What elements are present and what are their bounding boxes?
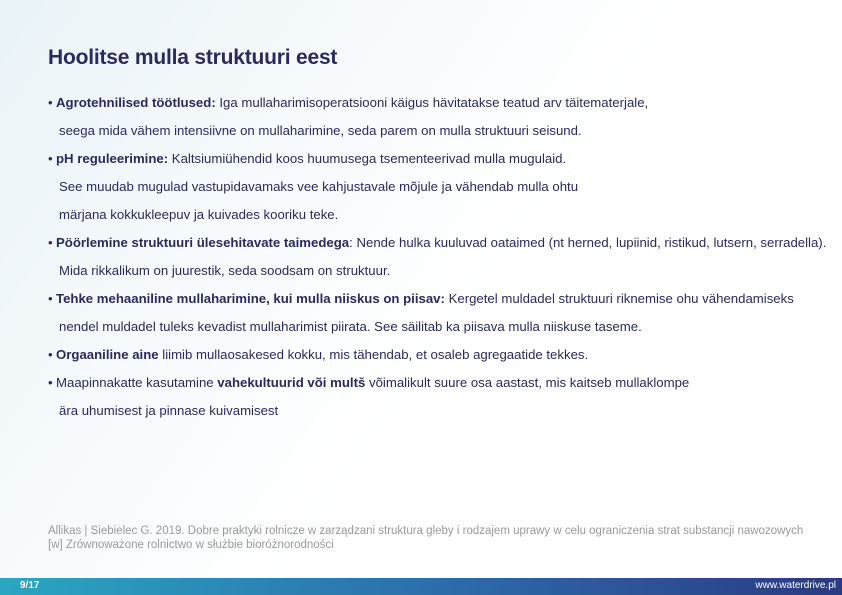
bullet-bold-text: Agrotehnilised töötlused: (56, 95, 216, 110)
page-number: 9/17 (20, 580, 40, 591)
list-item-continuation: ära uhumisest ja pinnase kuivamisest (59, 403, 279, 418)
list-item-continuation: See muudab mugulad vastupidavamaks vee kahjustavale mõjule ja vähendab mulla ohtu (59, 179, 579, 194)
list-item-continuation: nendel muldadel tuleks kevadist mullaharimist piirata. See säilitab ka piisava mulla niiskuse taseme. (59, 319, 642, 334)
bullet-list (48, 94, 842, 430)
bullet-bold-text: vahekultuurid või multš (217, 375, 366, 390)
list-item (48, 94, 842, 122)
list-item-continuation: Mida rikkalikum on juurestik, seda soodsam on struktuur. (59, 263, 391, 278)
footer-bar (0, 578, 842, 595)
bullet-text: liimib mullaosakesed kokku, mis tähendab, et osaleb agregaatide tekkes. (158, 347, 589, 362)
bullet-mark: • (48, 235, 53, 250)
list-item (48, 290, 842, 318)
bullet-bold-text: Pöörlemine struktuuri ülesehitavate taimedega (56, 235, 350, 250)
list-item-continuation: seega mida vähem intensiivne on mullaharimine, seda parem on mulla struktuuri seisund. (59, 123, 582, 138)
list-item (48, 346, 842, 374)
list-item-continuation: märjana kokkukleepuv ja kuivades kooriku teke. (59, 207, 339, 222)
slide-title: Hoolitse mulla struktuuri eest (48, 46, 338, 69)
list-item (48, 374, 842, 402)
list-item (48, 150, 842, 178)
bullet-text: Iga mullaharimisoperatsiooni käigus hävitatakse teatud arv täitematerjale, (215, 95, 649, 110)
bullet-mark: • (48, 95, 53, 110)
bullet-mark: • (48, 347, 53, 362)
list-item (48, 234, 842, 262)
website-link[interactable]: www.waterdrive.pl (755, 580, 836, 591)
bullet-text: Kergetel muldadel struktuuri riknemise ohu vähendamiseks (444, 291, 794, 306)
bullet-text: võimalikult suure osa aastast, mis kaitseb mullaklompe (365, 375, 690, 390)
bullet-mark: • (48, 291, 53, 306)
bullet-mark: • (48, 151, 53, 166)
bullet-prefix-text: Maapinnakatte kasutamine (56, 375, 218, 390)
bullet-text: Kaltsiumiühendid koos huumusega tsementeerivad mulla mugulaid. (168, 151, 567, 166)
bullet-text: : Nende hulka kuuluvad oataimed (nt herned, lupiinid, ristikud, lutsern, serradella). (349, 235, 827, 250)
bullet-bold-text: pH reguleerimine: (56, 151, 169, 166)
bullet-mark: • (48, 375, 53, 390)
bullet-bold-text: Orgaaniline aine (56, 347, 159, 362)
source-citation: Allikas | Siebielec G. 2019. Dobre praktyki rolnicze w zarządzani struktura gleby i rodzajem uprawy w celu ograniczenia strat substancji nawozowych [w] Zrównoważone rolnictwo w służbie bioróżnorodności (48, 525, 804, 551)
bullet-bold-text: Tehke mehaaniline mullaharimine, kui mulla niiskus on piisav: (56, 291, 445, 306)
